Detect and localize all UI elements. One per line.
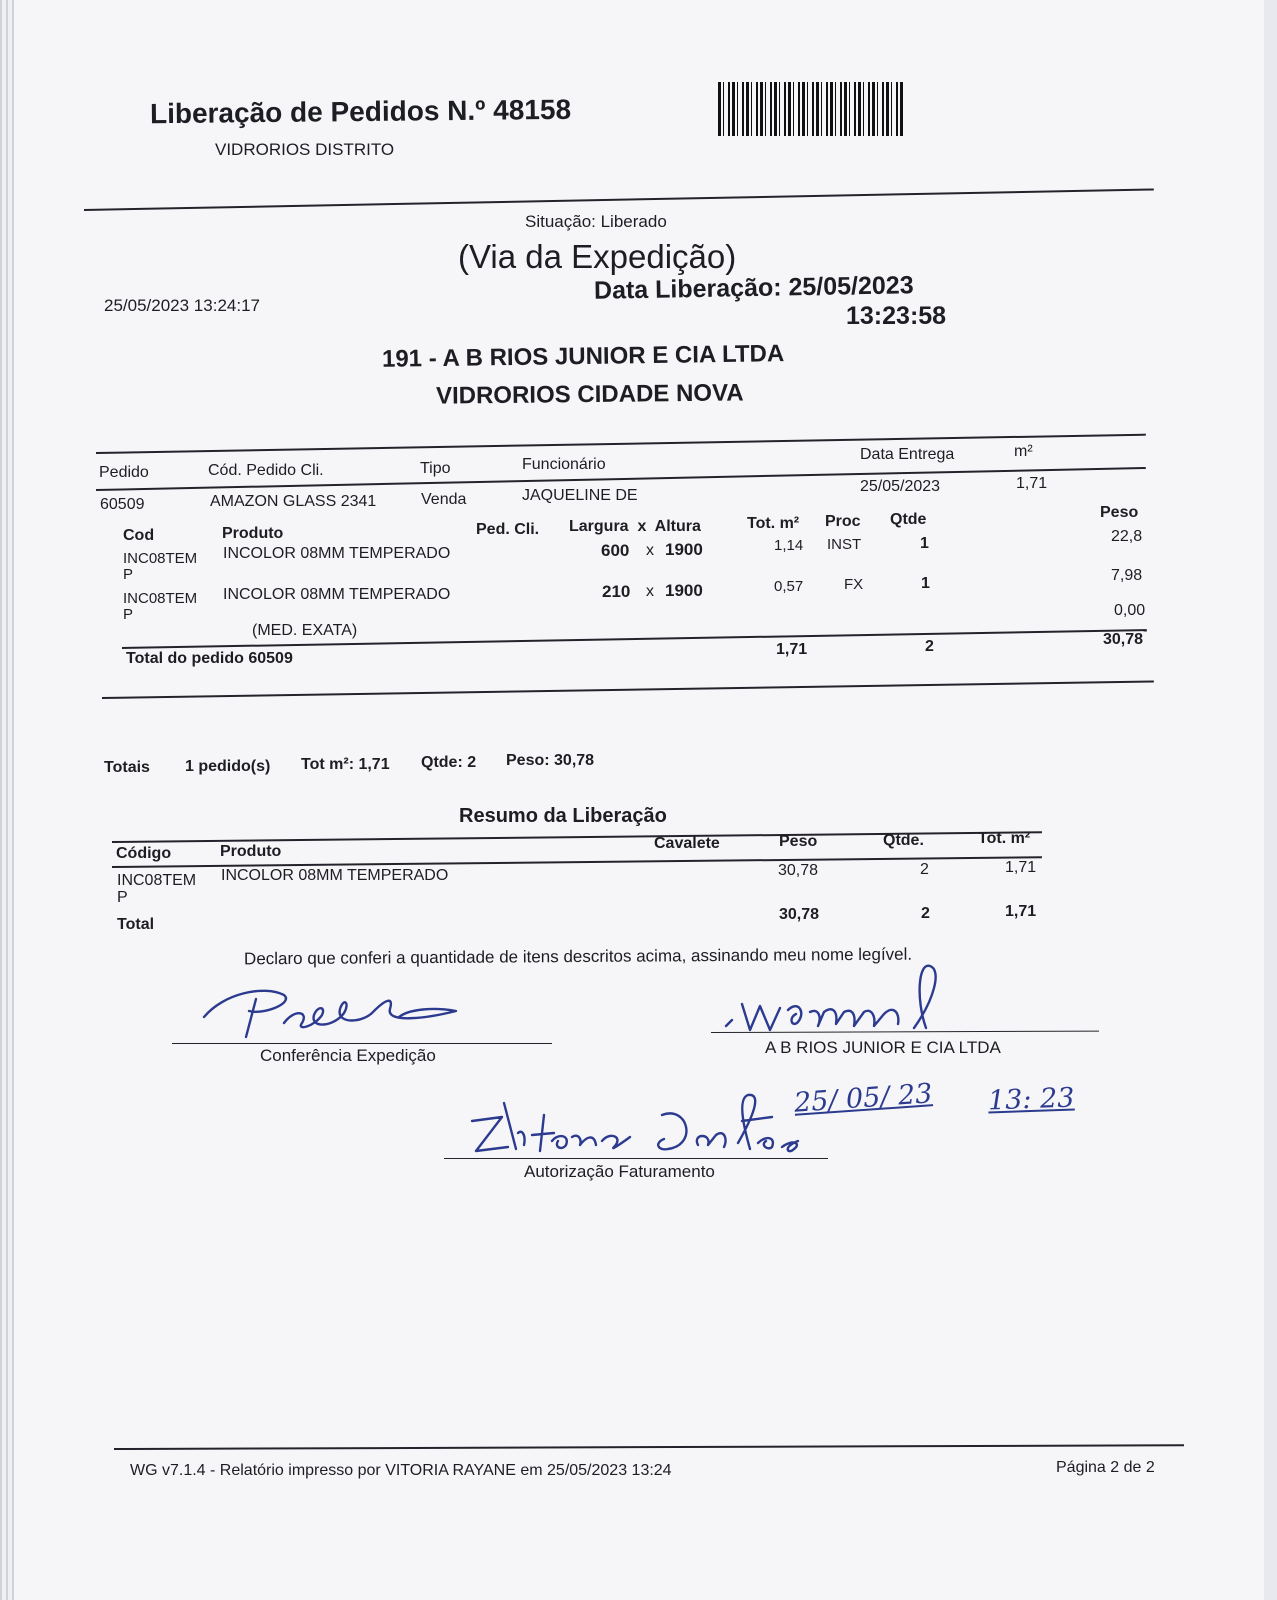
totals-tot-m2: Tot m²: 1,71 — [301, 756, 390, 773]
handwritten-date: 25/ 05/ 23 — [793, 1078, 934, 1119]
summary-row-peso: 30,78 — [778, 862, 819, 879]
client-store: VIDRORIOS CIDADE NOVA — [435, 379, 744, 410]
item-1-altura: 1900 — [665, 540, 703, 559]
order-tipo: Venda — [421, 491, 467, 508]
summary-total-qtde: 2 — [921, 905, 930, 922]
summary-col-peso: Peso — [779, 833, 818, 850]
sig-line-autorizacao — [444, 1158, 828, 1159]
totals-peso: Peso: 30,78 — [506, 752, 595, 769]
totals-label: Totais — [104, 759, 150, 776]
items-col-largura-altura: Largura x Altura — [569, 518, 701, 535]
summary-row-tot-m2: 1,71 — [1005, 859, 1037, 876]
item-1-x: x — [646, 542, 654, 559]
summary-col-codigo: Código — [116, 845, 172, 862]
summary-col-qtde: Qtde. — [883, 832, 924, 849]
item-1-cod-cont: P — [123, 566, 134, 583]
order-top-line — [96, 434, 1146, 454]
company-name: VIDRORIOS DISTRITO — [215, 140, 395, 159]
items-col-peso: Peso — [1100, 504, 1139, 521]
signature-autorizacao — [462, 1085, 812, 1165]
header-divider — [84, 188, 1154, 211]
item-1-cod: INC08TEM — [123, 550, 198, 567]
items-col-proc: Proc — [825, 513, 861, 530]
document-page — [14, 0, 1264, 1600]
item-2-altura: 1900 — [665, 581, 703, 600]
signature-conferencia — [194, 975, 474, 1045]
col-m2: m² — [1014, 443, 1033, 460]
label-autorizacao: Autorização Faturamento — [524, 1162, 715, 1181]
summary-row-produto: INCOLOR 08MM TEMPERADO — [221, 867, 449, 884]
client-name: 191 - A B RIOS JUNIOR E CIA LTDA — [381, 340, 785, 373]
printed-at: 25/05/2023 13:24:17 — [104, 296, 260, 315]
order-total-qtde: 2 — [925, 638, 934, 655]
item-2-tot-m2: 0,57 — [774, 578, 804, 595]
order-total-label: Total do pedido 60509 — [126, 650, 293, 667]
document-title: Liberação de Pedidos N.º 48158 — [149, 93, 572, 130]
order-bottom-line — [102, 680, 1154, 699]
totals-pedidos: 1 pedido(s) — [185, 758, 271, 775]
order-total-peso: 30,78 — [1103, 631, 1144, 648]
item-1-largura: 600 — [601, 541, 630, 560]
items-col-tot-m2: Tot. m² — [747, 515, 800, 532]
signature-client — [714, 960, 954, 1040]
item-1-peso: 22,8 — [1111, 528, 1143, 545]
summary-col-produto: Produto — [220, 843, 282, 860]
footer-printed-by: WG v7.1.4 - Relatório impresso por VITORIA RAYANE em 25/05/2023 13:24 — [130, 1462, 672, 1479]
item-2-produto: INCOLOR 08MM TEMPERADO — [223, 586, 451, 603]
item-extra-peso: 0,00 — [1114, 602, 1146, 619]
item-2-x: x — [646, 583, 654, 600]
summary-col-tot-m2: Tot. m² — [978, 830, 1031, 847]
col-pedido: Pedido — [99, 464, 149, 481]
items-col-qtde: Qtde — [890, 511, 927, 528]
copy-label: (Via da Expedição) — [458, 238, 737, 275]
summary-row-qtde: 2 — [920, 861, 929, 878]
item-2-largura: 210 — [602, 582, 631, 601]
order-total-m2: 1,71 — [776, 641, 808, 658]
order-pedido: 60509 — [100, 496, 145, 513]
label-client: A B RIOS JUNIOR E CIA LTDA — [765, 1038, 1001, 1057]
summary-row-cod-cont: P — [117, 889, 128, 906]
footer-page: Página 2 de 2 — [1056, 1459, 1155, 1476]
sig-line-conferencia — [172, 1043, 552, 1044]
col-tipo: Tipo — [420, 460, 451, 477]
col-data-entrega: Data Entrega — [860, 446, 955, 463]
item-1-produto: INCOLOR 08MM TEMPERADO — [223, 545, 451, 562]
item-note: (MED. EXATA) — [252, 622, 358, 639]
label-conferencia: Conferência Expedição — [260, 1046, 436, 1065]
item-2-cod: INC08TEM — [123, 590, 198, 607]
item-2-qtde: 1 — [921, 575, 930, 592]
item-2-cod-cont: P — [123, 606, 134, 623]
summary-total-tot-m2: 1,71 — [1005, 903, 1037, 920]
item-1-proc: INST — [827, 536, 862, 553]
items-col-cod: Cod — [123, 527, 155, 544]
handwritten-time: 13: 23 — [987, 1082, 1075, 1117]
item-1-qtde: 1 — [920, 535, 929, 552]
item-2-peso: 7,98 — [1111, 567, 1143, 584]
status-label: Situação: Liberado — [525, 212, 667, 231]
item-2-proc: FX — [844, 576, 864, 593]
summary-total-peso: 30,78 — [779, 906, 820, 923]
order-funcionario: JAQUELINE DE — [522, 487, 638, 504]
summary-total-label: Total — [117, 916, 155, 933]
summary-title: Resumo da Liberação — [459, 805, 667, 827]
items-col-produto: Produto — [222, 525, 284, 542]
barcode — [718, 82, 903, 136]
release-date: Data Liberação: 25/05/2023 — [593, 271, 914, 305]
order-cod-pedido-cli: AMAZON GLASS 2341 — [210, 493, 377, 510]
order-data-entrega: 25/05/2023 — [860, 478, 941, 495]
totals-qtde: Qtde: 2 — [421, 754, 477, 771]
footer-line — [114, 1444, 1184, 1450]
summary-col-cavalete: Cavalete — [654, 835, 720, 852]
item-1-tot-m2: 1,14 — [774, 537, 804, 554]
col-funcionario: Funcionário — [522, 456, 606, 473]
items-col-ped-cli: Ped. Cli. — [476, 521, 540, 538]
col-cod-pedido-cli: Cód. Pedido Cli. — [208, 462, 324, 479]
declaration-text: Declaro que conferi a quantidade de itens descritos acima, assinando meu nome legível. — [243, 944, 913, 969]
summary-row-cod: INC08TEM — [117, 872, 197, 889]
release-time: 13:23:58 — [846, 302, 947, 330]
order-m2: 1,71 — [1016, 475, 1048, 492]
